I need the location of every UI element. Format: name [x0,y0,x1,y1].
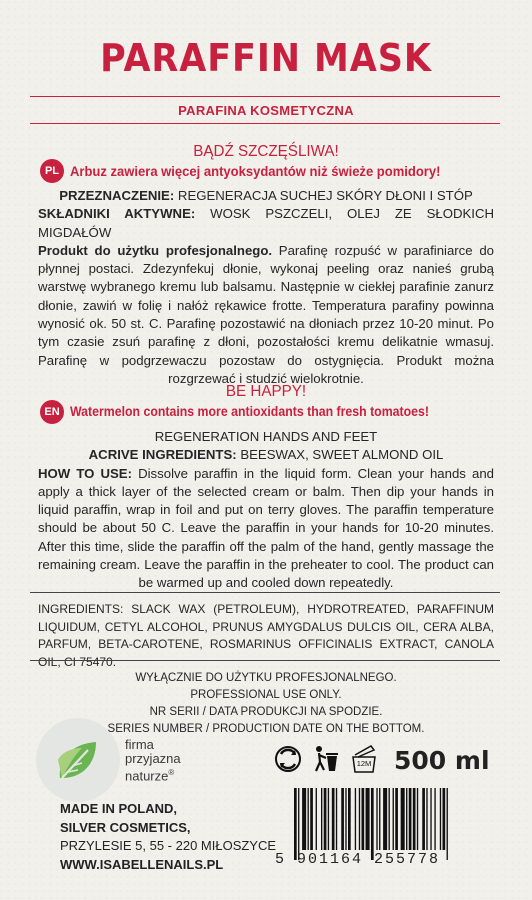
en-use-text: Dissolve paraffin in the liquid form. Clean your hands and apply a thick layer of the selected cream or balm. Then dip your hands in liquid paraffin, wrap in foil and put on terry gloves. The paraffin temperature should be about 50 C. Leave the paraffin in your hands for 10-20 minutes. After this time, slide the paraffin off the palm of the hand, gently massage the remaining cream. Leave the paraffin in the preheater to cool. The product can be warmed up and cooled down repeatedly. [38,465,494,591]
barcode-bar [395,788,398,850]
en-fact-rest: contains more antioxidants than fresh tomatoes! [140,403,429,419]
product-subtitle: PARAFINA KOSMETYCZNA [178,103,354,118]
volume-label: 500 ml [394,746,490,775]
eco-line3 [125,766,181,783]
barcode-bar [328,788,329,850]
barcode-bar [341,788,344,850]
barcode-bar [383,788,387,850]
ingredients-divider-top [30,592,500,593]
barcode-bar [379,788,380,850]
barcode-bar [332,788,335,850]
company-address: PRZYLESIE 5, 55 - 220 MIŁOSZYCE [60,838,277,854]
barcode-bar [348,788,351,850]
barcode-bar [440,788,441,850]
ingredients-list: INGREDIENTS: SLACK WAX (PETROLEUM), HYDROTREATED, PARAFFINUM LIQUIDUM, CETYL ALCOHOL, PRUNUS AMYGDALUS DULCIS OIL, CERA ALBA, PARFUM, BETA-CAROTENE, ROSMARINUS OFFICINALIS EXTRACT, CANOLA OIL, CI 75470. [38,602,494,669]
en-use-label: HOW TO USE: [38,465,132,481]
pl-slogan: BĄDŹ SZCZĘŚLIWA! [193,143,339,160]
en-slogan: BE HAPPY! [225,383,307,400]
eco-line1: firma [125,737,154,752]
barcode-bar [376,788,377,850]
barcode-bar [324,788,327,850]
barcode-bar [430,788,431,850]
pl-use-label: Produkt do użytku profesjonalnego. [38,242,273,258]
barcode-bar [310,788,313,850]
en-purpose: REGENERATION HANDS AND FEET [154,429,378,444]
eco-registered: ® [168,768,175,777]
barcode-bar [302,788,306,850]
leaf-icon [48,730,108,790]
barcode-bar [426,788,427,850]
title-divider [30,96,500,97]
company-name: SILVER COSMETICS, [60,819,191,835]
barcode-bar [321,788,322,850]
barcode-bar [294,788,297,860]
barcode-bar [443,788,446,850]
batch-info-pl: NR SERII / DATA PRODUKCJI NA SPODZIE. [149,706,383,718]
en-usage [38,465,494,593]
barcode-bar [447,788,448,860]
green-dot-icon [275,744,301,774]
barcode-bar [409,788,412,850]
pl-description [38,187,494,388]
pl-purpose [38,187,494,205]
en-fact-bold: Watermelon [70,403,141,419]
pl-badge: PL [40,159,64,183]
eco-logo [36,718,120,802]
barcode-bar [417,788,418,850]
pl-purpose-text: REGENERACJA SUCHEJ SKÓRY DŁONI I STÓP [174,188,473,203]
barcode-bar [336,788,337,850]
pl-usage [38,242,494,388]
barcode-bar [413,788,416,850]
pl-active-text: WOSK PSZCZELI, OLEJ ZE SŁODKICH MIGDAŁÓW [38,206,494,240]
en-active-text: BEESWAX, SWEET ALMOND OIL [236,447,444,463]
en-active [38,446,494,464]
en-active-label: ACRIVE INGREDIENTS: [88,447,237,463]
professional-use-pl: WYŁĄCZNIE DO UŻYTKU PROFESJONALNEGO. [135,672,397,684]
product-title: PARAFFIN MASK [100,36,432,80]
en-badge: EN [40,400,64,424]
barcode-bar [366,788,370,850]
ingredients-divider-bottom [30,660,500,661]
barcode-bar [406,788,407,850]
eco-text [125,738,181,783]
pl-active [38,205,494,242]
en-description [38,428,494,593]
pl-use-text: Parafinę rozpuść w parafiniarce do płynnej postaci. Zdezynfekuj dłonie, wykonaj peeling oraz nanieś grubą warstwę wybranego kremu lub balsamu. Następnie w ciekłej parafinie zanurz dłonie, zawiń w folię i nałóż rękawice frotte. Temperatura parafiny powinna wynosić ok. 50 st. C. Parafinę pozostawić na dłoniach przez 10-20 minut. Po tym czasie zsuń parafinę z dłoni, pozostałości kremu delikatnie wmasuj. Parafinę w podgrzewaczu pozostaw do ostygnięcia. Produkt można rozgrzewać i studzić wielokrotnie. [38,242,494,386]
barcode-bar [434,788,435,850]
eco-line3-text: naturze [125,768,169,784]
barcode-bar [355,788,356,850]
barcode-bar [393,788,394,850]
batch-info-en: SERIES NUMBER / PRODUCTION DATE ON THE BOTTOM. [107,723,425,735]
pl-fact [70,163,479,179]
pl-active-label: SKŁADNIKI AKTYWNE: [38,206,196,222]
barcode-bar [389,788,390,850]
barcode-bar [422,788,425,850]
subtitle-divider [30,123,500,124]
barcode-bar [362,788,365,850]
professional-use-en: PROFESSIONAL USE ONLY. [190,689,342,701]
barcode-bar [401,788,405,850]
pl-fact-bold: Arbuz [70,163,107,179]
pl-purpose-label: PRZEZNACZENIE: [59,188,175,203]
barcode-bar [371,788,374,860]
pao-label: 12M [356,759,372,768]
barcode-bar [316,788,317,850]
barcode-bar [298,788,299,860]
en-fact [70,403,457,419]
pl-fact-rest: zawiera więcej antyoksydantów niż świeże pomidory! [106,163,441,179]
made-in: MADE IN POLAND, [60,801,177,816]
barcode-bar [359,788,360,850]
barcode-number: 5 901164 255778 [275,851,441,868]
barcode-bar [308,788,309,850]
tidy-man-icon [310,744,340,774]
barcode-bar [345,788,346,850]
company-info [60,800,276,874]
eco-line2: przyjazna [125,751,181,766]
company-website: WWW.ISABELLENAILS.PL [60,856,224,872]
